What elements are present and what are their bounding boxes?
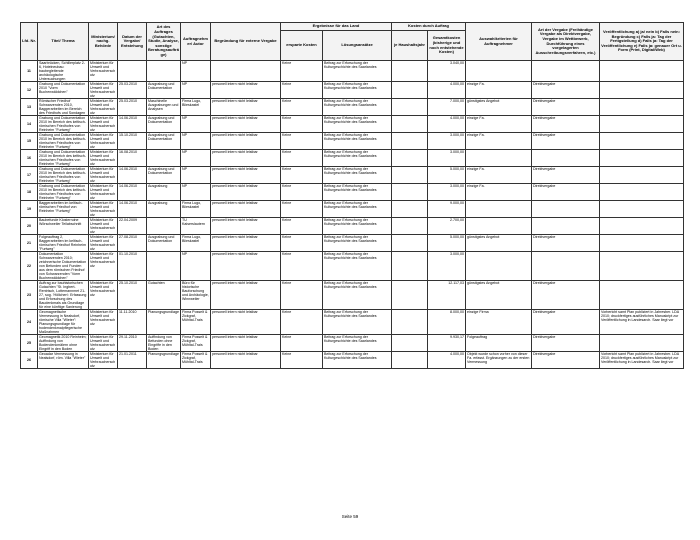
- row-contractor: NP: [181, 82, 211, 99]
- row-title: Römischer Friedhof Schwarzenden 2010, Baggerarbeiten im Bereich des Friedhofs und Sondagen: [38, 99, 89, 116]
- row-reason: personell intern nicht leistbar: [211, 116, 281, 133]
- row-ministry: Ministerium für Umwelt und Verbraucherschutz: [89, 150, 118, 167]
- row-award: Direktvergabe: [532, 335, 600, 352]
- row-date: 25.03.2010: [118, 82, 147, 99]
- row-criteria: einzige Firma: [466, 310, 532, 335]
- col-header-title: Titel/ Thema: [38, 23, 89, 61]
- row-number: 15: [21, 133, 38, 150]
- row-savings: Keine: [281, 82, 323, 99]
- row-approach: Beitrag zur Erforschung der Kulturgeschichte des Saarlandes: [323, 150, 392, 167]
- row-award: Direktvergabe: [532, 167, 600, 184]
- group-header-costs: Kosten durch Auftrag: [392, 23, 466, 31]
- row-publication: [600, 201, 684, 218]
- row-contractor: Firma Lugo, Blieskastel: [181, 201, 211, 218]
- row-total: 5.000,00: [428, 235, 466, 252]
- row-publication: [600, 184, 684, 201]
- row-total: 3.040,00: [428, 61, 466, 82]
- row-contractor: Firma Posselt & Zickgraf, Mühltal-Trais: [181, 352, 211, 369]
- expenditure-table: [20, 22, 684, 369]
- row-ministry: Ministerium für Umwelt und Verbraucherschutz: [89, 116, 118, 133]
- row-number: 12: [21, 82, 38, 99]
- row-ministry: Ministerium für Umwelt und Verbraucherschutz: [89, 335, 118, 352]
- table-row: [21, 252, 684, 281]
- row-award: Direktvergabe: [532, 281, 600, 310]
- table-row: [21, 61, 684, 82]
- table-row: [21, 167, 684, 184]
- row-total: 9.930,17: [428, 335, 466, 352]
- row-contractor: NP: [181, 184, 211, 201]
- row-total: 3.000,00: [428, 150, 466, 167]
- row-date: 14.06.2010: [118, 201, 147, 218]
- row-reason: personell intern nicht leistbar: [211, 352, 281, 369]
- row-approach: Beitrag zur Erforschung der Kulturgeschichte des Saarlandes: [323, 335, 392, 352]
- col-header-savings: ersparte Kosten: [281, 31, 323, 61]
- table-header: [21, 23, 684, 61]
- row-title: Geomagnetische Vermessung in Nealsdorf, römische Villa "Wieter": Planungsgrundlage für bodendenkmalpflegerische Maßnahmen: [38, 310, 89, 335]
- row-approach: Beitrag zur Erforschung der Kulturgeschichte des Saarlandes: [323, 116, 392, 133]
- table-row: [21, 352, 684, 369]
- row-type: [147, 150, 181, 167]
- row-contractor: NP: [181, 61, 211, 82]
- row-savings: Keine: [281, 150, 323, 167]
- row-ministry: Ministerium für Umwelt und Verbraucherschutz: [89, 133, 118, 150]
- row-reason: personell intern nicht leistbar: [211, 335, 281, 352]
- row-budget-year: [392, 61, 428, 82]
- row-number: 23: [21, 281, 38, 310]
- row-title: Saarbrücken, Schillerplatz 2-6, Hotelneubau: baubegleitende archäologische Untersuchungen: [38, 61, 89, 82]
- row-title: Dokumentation Schwarzenden 2010; zeichnerische Dokumentation von Befunden und Funden aus dem römischen Friedhof von Schwarzenden "Vorm Buchenwäldchen": [38, 252, 89, 281]
- table-body: [21, 61, 684, 369]
- row-ministry: Ministerium für Umwelt und Verbraucherschutz: [89, 218, 118, 235]
- row-total: 2.700,00: [428, 218, 466, 235]
- row-budget-year: [392, 352, 428, 369]
- row-total: 4.000,00: [428, 82, 466, 99]
- table-row: [21, 335, 684, 352]
- row-reason: personell intern nicht leistbar: [211, 184, 281, 201]
- col-header-total: Gesamtkosten (bisherige und noch entstehende Kosten): [428, 31, 466, 61]
- row-total: 8.000,00: [428, 310, 466, 335]
- row-award: [532, 201, 600, 218]
- row-number: 16: [21, 150, 38, 167]
- row-criteria: Objekt wurde schon vorher von dieser Fa. erfasst. Ergänzungen zu der ersten Vermessung: [466, 352, 532, 369]
- row-ministry: Ministerium für Umwelt und Verbraucherschutz: [89, 61, 118, 82]
- row-number: 17: [21, 167, 38, 184]
- row-reason: personell intern nicht leistbar: [211, 281, 281, 310]
- row-award: Direktvergabe: [532, 235, 600, 252]
- row-approach: Beitrag zur Erforschung der Kulturgeschichte des Saarlandes: [323, 184, 392, 201]
- row-reason: [211, 61, 281, 82]
- row-title: Auftrag zur bauhistorischen Gutachten "St. Ingbert-Rentrisch, Lottemannmet 21-27, sog. 'Höllchen': Erfassung und Erforschung des Baudenkmals als Grundlage für eine künftige Sanierung: [38, 281, 89, 310]
- row-title: Grabung und Dokumentation 2010 im Bereich des keltisch-römischen Friedhofes von Reinheim "Furtweg": [38, 116, 89, 133]
- col-header-ministry: Ministerium/ nachg. Behörde: [89, 23, 118, 61]
- row-ministry: Ministerium für Umwelt und Verbraucherschutz: [89, 310, 118, 335]
- row-ministry: Ministerium für Umwelt und Verbraucherschutz: [89, 201, 118, 218]
- row-type: Ausgrabung und Dokumentation: [147, 235, 181, 252]
- row-number: 19: [21, 201, 38, 218]
- row-number: 22: [21, 252, 38, 281]
- row-budget-year: [392, 99, 428, 116]
- row-total: 4.000,00: [428, 352, 466, 369]
- row-number: 25: [21, 335, 38, 352]
- table-row: [21, 116, 684, 133]
- row-award: Direktvergabe: [532, 184, 600, 201]
- row-publication: [600, 335, 684, 352]
- row-budget-year: [392, 201, 428, 218]
- row-title: Grabung und Dokumentation 2010 "Vorm Buchenwäldchen": [38, 82, 89, 99]
- row-savings: Keine: [281, 235, 323, 252]
- row-budget-year: [392, 335, 428, 352]
- row-award: Direktvergabe: [532, 310, 600, 335]
- row-title: Grabung und Dokumentation 2010 im Bereich des keltisch-römischen Friedhofes von Reinheim "Furtweg": [38, 133, 89, 150]
- row-date: 29.11.2010: [118, 335, 147, 352]
- row-ministry: Ministerium für Umwelt und Verbraucherschutz: [89, 281, 118, 310]
- row-contractor: Firma Lugo, Blieskastel: [181, 235, 211, 252]
- row-publication: [600, 218, 684, 235]
- row-date: 22.04.2009: [118, 218, 147, 235]
- col-header-award: Art der Vergabe (Freihändige Vergabe als Direktvergabe, Vergabe im Wettbewerb, Durchführung eines vorgelagerten Ausschreibungsverfahren, etc.): [532, 23, 600, 61]
- row-title: Grabung und Dokumentation 2010 im Bereich des keltisch-römischen Friedhofes von Reinheim "Furtweg": [38, 150, 89, 167]
- col-header-approach: Lösungsansätze: [323, 31, 392, 61]
- row-approach: Beitrag zur Erforschung der Kulturgeschichte des Saarlandes: [323, 201, 392, 218]
- row-approach: Beitrag zur Erforschung der Kulturgeschichte des Saarlandes: [323, 252, 392, 281]
- row-savings: Keine: [281, 167, 323, 184]
- row-ministry: Ministerium für Umwelt und Verbraucherschutz: [89, 352, 118, 369]
- table-row: [21, 150, 684, 167]
- row-ministry: Ministerium für Umwelt und Verbraucherschutz: [89, 235, 118, 252]
- row-criteria: [466, 252, 532, 281]
- table-row: [21, 310, 684, 335]
- row-number: 26: [21, 352, 38, 369]
- col-header-publication: Veröffentlichung a) ja/ nein b) Falls nein: Begründung c) Falls ja: Tag der Fertigstellung d) Falls ja: Tag der Veröffentlichung e) Falls ja: genauer Ort u. Form (Print, Digital/Web): [600, 23, 684, 61]
- row-criteria: [466, 150, 532, 167]
- row-contractor: NP: [181, 167, 211, 184]
- row-approach: Beitrag zur Erforschung der Kulturgeschichte des Saarlandes: [323, 310, 392, 335]
- row-approach: Beitrag zur Erforschung der Kulturgeschichte des Saarlandes: [323, 61, 392, 82]
- row-award: [532, 150, 600, 167]
- table-row: [21, 235, 684, 252]
- row-budget-year: [392, 310, 428, 335]
- row-date: 11.11.2010: [118, 310, 147, 335]
- row-contractor: Büro für historische Bauforschung und Archäologie, Winnweiler: [181, 281, 211, 310]
- row-type: Ausgrabung und Dokumentation: [147, 116, 181, 133]
- table-row: [21, 82, 684, 99]
- row-title: Folgeauftrag 2, Baggerarbeiten im keltisch-römischen Friedhof Reinheim "Furtweg": [38, 235, 89, 252]
- row-approach: Beitrag zur Erforschung der Kulturgeschichte des Saarlandes: [323, 235, 392, 252]
- row-total: 3.000,00: [428, 252, 466, 281]
- row-type: Maschinelle Ausgrabungen und Analysen: [147, 99, 181, 116]
- table-row: [21, 281, 684, 310]
- row-total: 3.000,00: [428, 184, 466, 201]
- row-title: Grabung und Dokumentation 2010 im Bereich des keltisch-römischen Friedhofes von Reinheim "Furtweg": [38, 184, 89, 201]
- row-type: Gutachten: [147, 281, 181, 310]
- row-publication: [600, 116, 684, 133]
- col-header-criteria: Auswahlkriterien für Auftragnehmer: [466, 23, 532, 61]
- row-type: Ausgrabung: [147, 184, 181, 201]
- row-savings: Keine: [281, 335, 323, 352]
- group-header-results: Ergebnisse für das Land: [281, 23, 392, 31]
- row-reason: personell intern nicht leistbar: [211, 150, 281, 167]
- row-contractor: NP: [181, 252, 211, 281]
- row-ministry: Ministerium für Umwelt und Verbraucherschutz: [89, 99, 118, 116]
- row-approach: Beitrag zur Erforschung der Kulturgeschichte des Saarlandes: [323, 99, 392, 116]
- row-award: Direktvergabe: [532, 99, 600, 116]
- row-publication: [600, 133, 684, 150]
- row-type: Ausgrabung und Dokumentation: [147, 133, 181, 150]
- row-reason: personell intern nicht leistbar: [211, 235, 281, 252]
- row-date: 14.06.2010: [118, 167, 147, 184]
- row-type: [147, 218, 181, 235]
- table-row: [21, 133, 684, 150]
- row-approach: Beitrag zur Erforschung der Kulturgeschichte des Saarlandes: [323, 218, 392, 235]
- row-date: [118, 61, 147, 82]
- row-criteria: [466, 218, 532, 235]
- row-ministry: Ministerium für Umwelt und Verbraucherschutz: [89, 167, 118, 184]
- row-contractor: Firma Posselt & Zickgraf, Mühltal-Trais: [181, 310, 211, 335]
- row-budget-year: [392, 235, 428, 252]
- row-award: [532, 61, 600, 82]
- row-total: 7.000,00: [428, 99, 466, 116]
- row-publication: Vorbericht samt Plan publiziert in Jahresber. LDA 2010; druckfertiges ausführliches Manuskript zur Veröffentlichung in Landesarch. Saar liegt vor: [600, 352, 684, 369]
- row-total: 5.000,00: [428, 167, 466, 184]
- row-reason: personell intern nicht leistbar: [211, 167, 281, 184]
- row-savings: Keine: [281, 201, 323, 218]
- row-contractor: TU Kaiserslautern: [181, 218, 211, 235]
- row-approach: Beitrag zur Erforschung der Kulturgeschichte des Saarlandes: [323, 167, 392, 184]
- row-number: 24: [21, 310, 38, 335]
- row-savings: Keine: [281, 352, 323, 369]
- row-criteria: [466, 201, 532, 218]
- row-publication: [600, 235, 684, 252]
- row-number: 11: [21, 61, 38, 82]
- page-number: Seite 59: [341, 514, 359, 519]
- row-savings: Keine: [281, 310, 323, 335]
- row-budget-year: [392, 82, 428, 99]
- col-header-nr: Lfd. Nr.: [21, 23, 38, 61]
- row-publication: [600, 99, 684, 116]
- row-publication: Vorbericht samt Plan publiziert in Jahresber. LDA 2010; druckfertiges ausführliches Manuskript zur Veröffentlichung in Landesarch. Saar liegt vor: [600, 310, 684, 335]
- row-budget-year: [392, 184, 428, 201]
- row-criteria: günstigstes Angebot: [466, 281, 532, 310]
- col-header-type: Art des Auftrages (Gutachten, Studie, Analyse, sonstige Beratungsaufträge): [147, 23, 181, 61]
- row-type: [147, 61, 181, 82]
- row-reason: personell intern nicht leistbar: [211, 82, 281, 99]
- row-date: 27.08.2010: [118, 235, 147, 252]
- table-row: [21, 218, 684, 235]
- row-type: Ausgrabung und Dokumentation: [147, 167, 181, 184]
- table-row: [21, 201, 684, 218]
- row-criteria: einzige Fa.: [466, 167, 532, 184]
- row-type: Planungsgrundlage: [147, 310, 181, 335]
- row-savings: Keine: [281, 116, 323, 133]
- row-budget-year: [392, 150, 428, 167]
- row-award: [532, 252, 600, 281]
- row-publication: [600, 61, 684, 82]
- row-reason: personell intern nicht leistbar: [211, 218, 281, 235]
- row-ministry: Ministerium für Umwelt und Verbraucherschutz: [89, 184, 118, 201]
- row-reason: personell intern nicht leistbar: [211, 133, 281, 150]
- row-criteria: einzige Fa.: [466, 116, 532, 133]
- row-budget-year: [392, 167, 428, 184]
- row-date: 14.06.2010: [118, 116, 147, 133]
- row-total: 4.000,00: [428, 116, 466, 133]
- row-type: Planungsgrundlage: [147, 352, 181, 369]
- row-award: Direktvergabe: [532, 116, 600, 133]
- row-savings: Keine: [281, 99, 323, 116]
- row-date: 21.01.2011: [118, 352, 147, 369]
- row-publication: [600, 82, 684, 99]
- row-criteria: einzige Fa.: [466, 82, 532, 99]
- row-savings: Keine: [281, 184, 323, 201]
- row-type: Ausgrabung: [147, 201, 181, 218]
- row-contractor: NP: [181, 133, 211, 150]
- row-ministry: Ministerium für Umwelt und Verbraucherschutz: [89, 252, 118, 281]
- row-contractor: NP: [181, 116, 211, 133]
- row-date: 25.10.2010: [118, 281, 147, 310]
- col-header-reason: Begründung für externe Vergabe: [211, 23, 281, 61]
- row-criteria: Folgeauftrag: [466, 335, 532, 352]
- row-reason: personell intern nicht leistbar: [211, 99, 281, 116]
- row-publication: [600, 281, 684, 310]
- row-approach: Beitrag zur Erforschung der Kulturgeschichte des Saarlandes: [323, 352, 392, 369]
- row-criteria: einzige Fa.: [466, 184, 532, 201]
- row-title: Baggerarbeiten im keltisch-römischen Friedhof von Reinheim "Furtweg": [38, 201, 89, 218]
- row-savings: Keine: [281, 218, 323, 235]
- row-savings: Keine: [281, 252, 323, 281]
- row-contractor: Firma Lugo, Blieskastel: [181, 99, 211, 116]
- row-number: 20: [21, 218, 38, 235]
- row-budget-year: [392, 252, 428, 281]
- row-award: Direktvergabe: [532, 352, 600, 369]
- row-number: 18: [21, 184, 38, 201]
- row-award: Direktvergabe: [532, 133, 600, 150]
- row-savings: Keine: [281, 281, 323, 310]
- col-header-contractor: Auftragnehmer/ Autor: [181, 23, 211, 61]
- row-number: 13: [21, 99, 38, 116]
- row-ministry: Ministerium für Umwelt und Verbraucherschutz: [89, 82, 118, 99]
- row-reason: personell intern nicht leistbar: [211, 310, 281, 335]
- row-title: Baubefunde Klosterruine Wörschweiler Teilabschnitt: [38, 218, 89, 235]
- row-title: Grabung und Dokumentation 2010 im Bereich des keltisch-römischen Friedhofes von Reinheim "Furtweg": [38, 167, 89, 184]
- row-criteria: einzige Fa.: [466, 133, 532, 150]
- row-date: 15.10.2010: [118, 133, 147, 150]
- row-reason: personell intern nicht leistbar: [211, 252, 281, 281]
- row-contractor: Firma Posselt & Zickgraf, Mühltal-Trais: [181, 335, 211, 352]
- row-date: 16.08.2010: [118, 150, 147, 167]
- row-title: Geoadar Vermessung in Nealsdorf, röm. Villa "Wieter": [38, 352, 89, 369]
- row-budget-year: [392, 281, 428, 310]
- row-number: 14: [21, 116, 38, 133]
- row-savings: Keine: [281, 133, 323, 150]
- table-row: [21, 99, 684, 116]
- row-total: 3.000,00: [428, 133, 466, 150]
- row-publication: [600, 252, 684, 281]
- row-budget-year: [392, 116, 428, 133]
- row-publication: [600, 150, 684, 167]
- row-date: 01.10.2010: [118, 252, 147, 281]
- row-publication: [600, 167, 684, 184]
- row-type: [147, 252, 181, 281]
- row-approach: Beitrag zur Erforschung der Kulturgeschichte des Saarlandes: [323, 281, 392, 310]
- row-approach: Beitrag zur Erforschung der Kulturgeschichte des Saarlandes: [323, 82, 392, 99]
- row-award: Direktvergabe: [532, 82, 600, 99]
- row-total: 12.117,03: [428, 281, 466, 310]
- row-type: Ausgrabung und Dokumentation: [147, 82, 181, 99]
- row-contractor: NP: [181, 150, 211, 167]
- row-type: Auffindung von Befunden ohne Eingriffe in den Boden: [147, 335, 181, 352]
- row-date: 25.03.2010: [118, 99, 147, 116]
- row-budget-year: [392, 133, 428, 150]
- col-header-date: Datum der Vergabe/ Entstehung: [118, 23, 147, 61]
- col-header-budget-year: je Haushaltsjahr: [392, 31, 428, 61]
- row-date: 14.06.2010: [118, 184, 147, 201]
- row-approach: Beitrag zur Erforschung der Kulturgeschichte des Saarlandes: [323, 133, 392, 150]
- row-criteria: [466, 61, 532, 82]
- row-total: 9.000,00: [428, 201, 466, 218]
- row-award: [532, 218, 600, 235]
- row-criteria: günstigstes Angebot: [466, 99, 532, 116]
- row-savings: Keine: [281, 61, 323, 82]
- row-number: 21: [21, 235, 38, 252]
- row-criteria: günstigstes Angebot: [466, 235, 532, 252]
- table-row: [21, 184, 684, 201]
- row-reason: personell intern nicht leistbar: [211, 201, 281, 218]
- row-title: Geomagnetik 2010 Reinheim; Auffindung von Bodendenkmälern ohne Eingriff in den Boden: [39, 335, 87, 351]
- row-budget-year: [392, 218, 428, 235]
